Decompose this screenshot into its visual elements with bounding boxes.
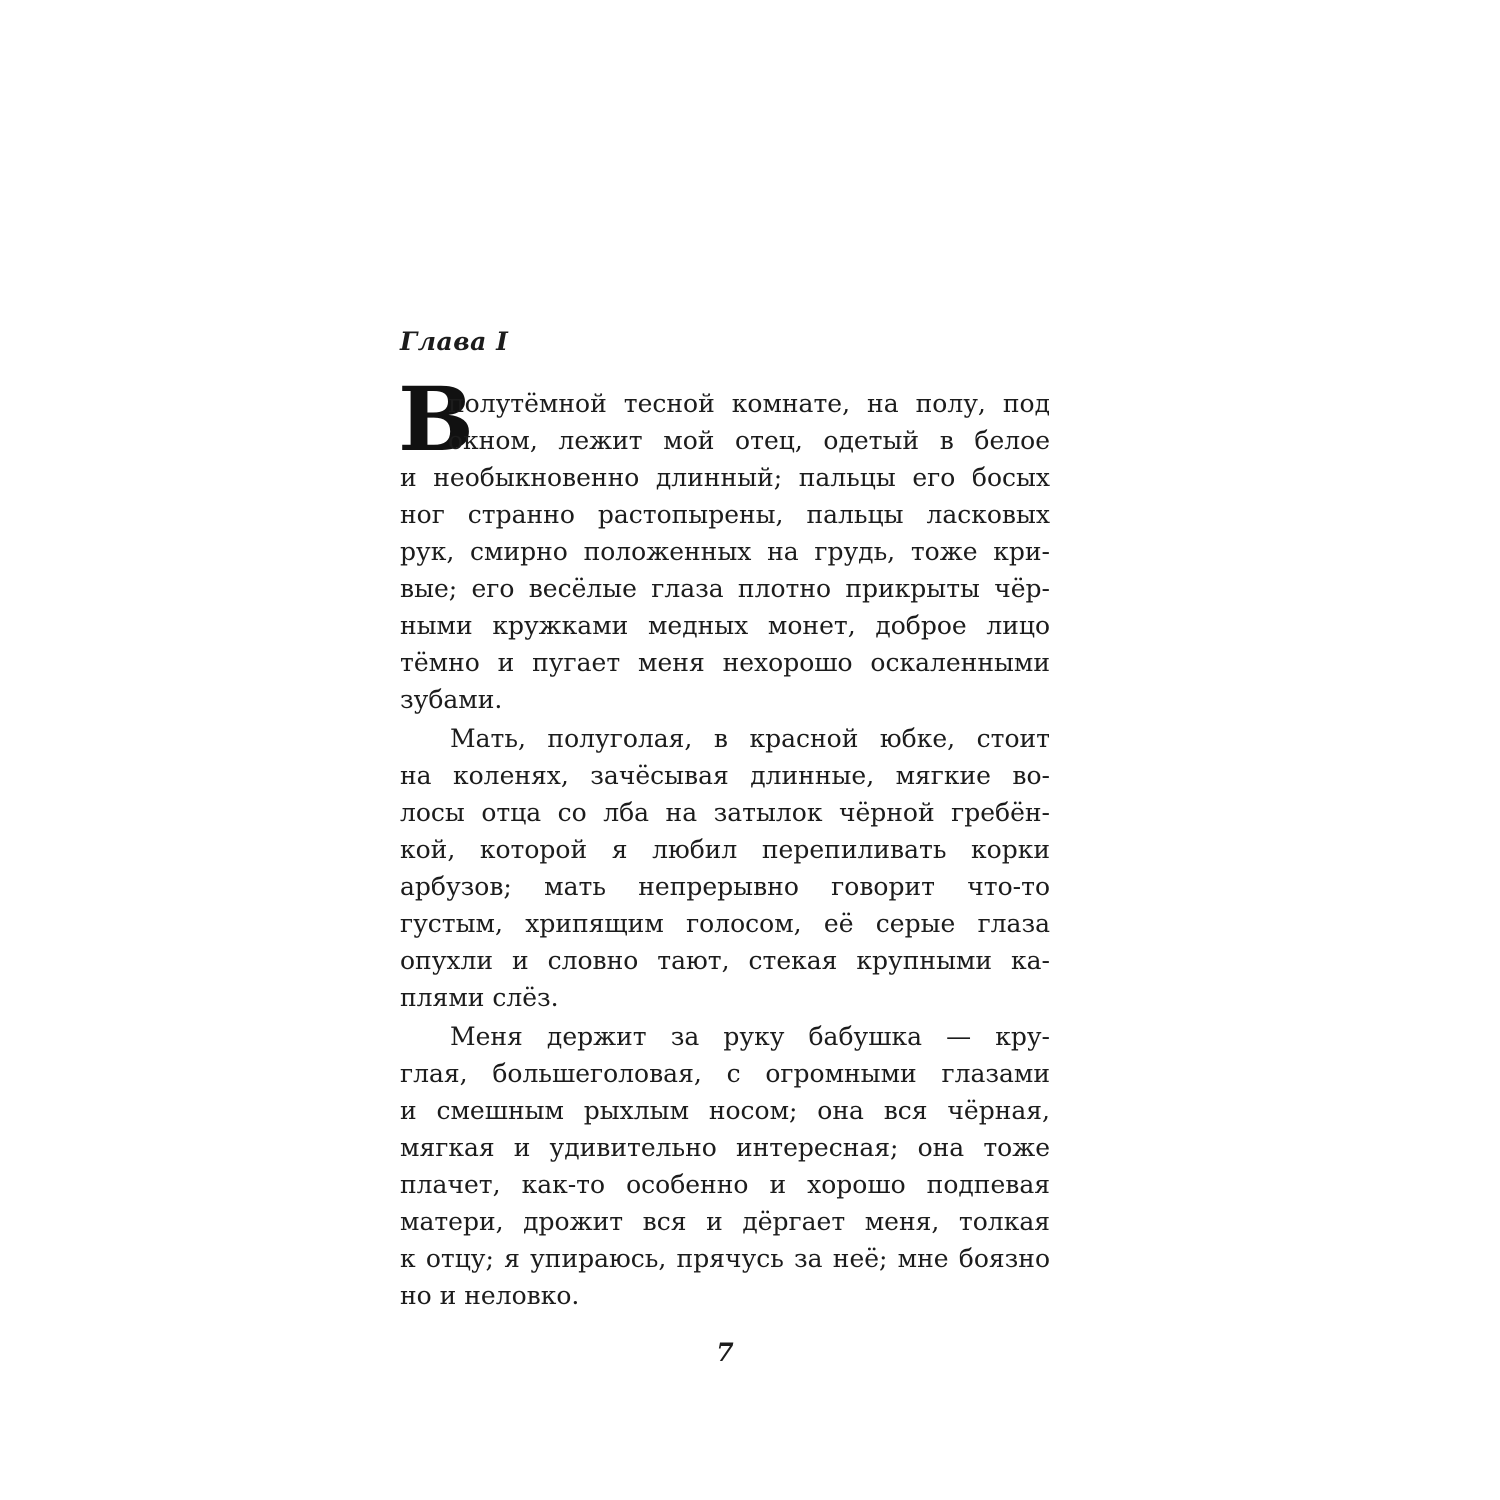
text-line: окном, лежит мой отец, одетый в белое	[448, 426, 1050, 455]
text-line: и смешным рыхлым носом; она вся чёрная,	[400, 1096, 1050, 1125]
text-line: полутёмной тесной комнате, на полу, под	[448, 389, 1050, 418]
text-line: густым, хрипящим голосом, её серые глаза	[400, 909, 1050, 938]
text-line: глая, большеголовая, с огромными глазами	[400, 1059, 1050, 1088]
chapter-title: Глава I	[400, 327, 509, 356]
text-line: опухли и словно тают, стекая крупными ка-	[400, 946, 1050, 975]
text-line: Меня держит за руку бабушка — кру-	[450, 1022, 1050, 1051]
text-line: плями слёз.	[400, 983, 559, 1012]
text-line: мягкая и удивительно интересная; она тоже	[400, 1133, 1050, 1162]
text-line: лосы отца со лба на затылок чёрной гребён-	[400, 798, 1050, 827]
text-line: кой, которой я любил перепиливать корки	[400, 835, 1050, 864]
text-line: арбузов; мать непрерывно говорит что-то	[400, 872, 1050, 901]
drop-cap: В	[398, 367, 474, 471]
text-line: зубами.	[400, 685, 503, 714]
text-line: матери, дрожит вся и дёргает меня, толкая	[400, 1207, 1050, 1236]
text-line: плачет, как-то особенно и хорошо подпевая	[400, 1170, 1050, 1199]
text-line: и необыкновенно длинный; пальцы его босых	[400, 463, 1050, 492]
text-line: рук, смирно положенных на грудь, тоже кри-	[400, 537, 1050, 566]
text-line: вые; его весёлые глаза плотно прикрыты чёр-	[400, 574, 1050, 603]
text-line: но и неловко.	[400, 1281, 580, 1310]
text-line: ными кружками медных монет, доброе лицо	[400, 611, 1050, 640]
page-number: 7	[716, 1338, 734, 1367]
text-line: Мать, полуголая, в красной юбке, стоит	[450, 724, 1050, 753]
text-line: тёмно и пугает меня нехорошо оскаленными	[400, 648, 1050, 677]
text-line: на коленях, зачёсывая длинные, мягкие во-	[400, 761, 1050, 790]
text-line: к отцу; я упираюсь, прячусь за неё; мне боязно	[400, 1244, 1050, 1273]
text-line: ног странно растопырены, пальцы ласковых	[400, 500, 1050, 529]
